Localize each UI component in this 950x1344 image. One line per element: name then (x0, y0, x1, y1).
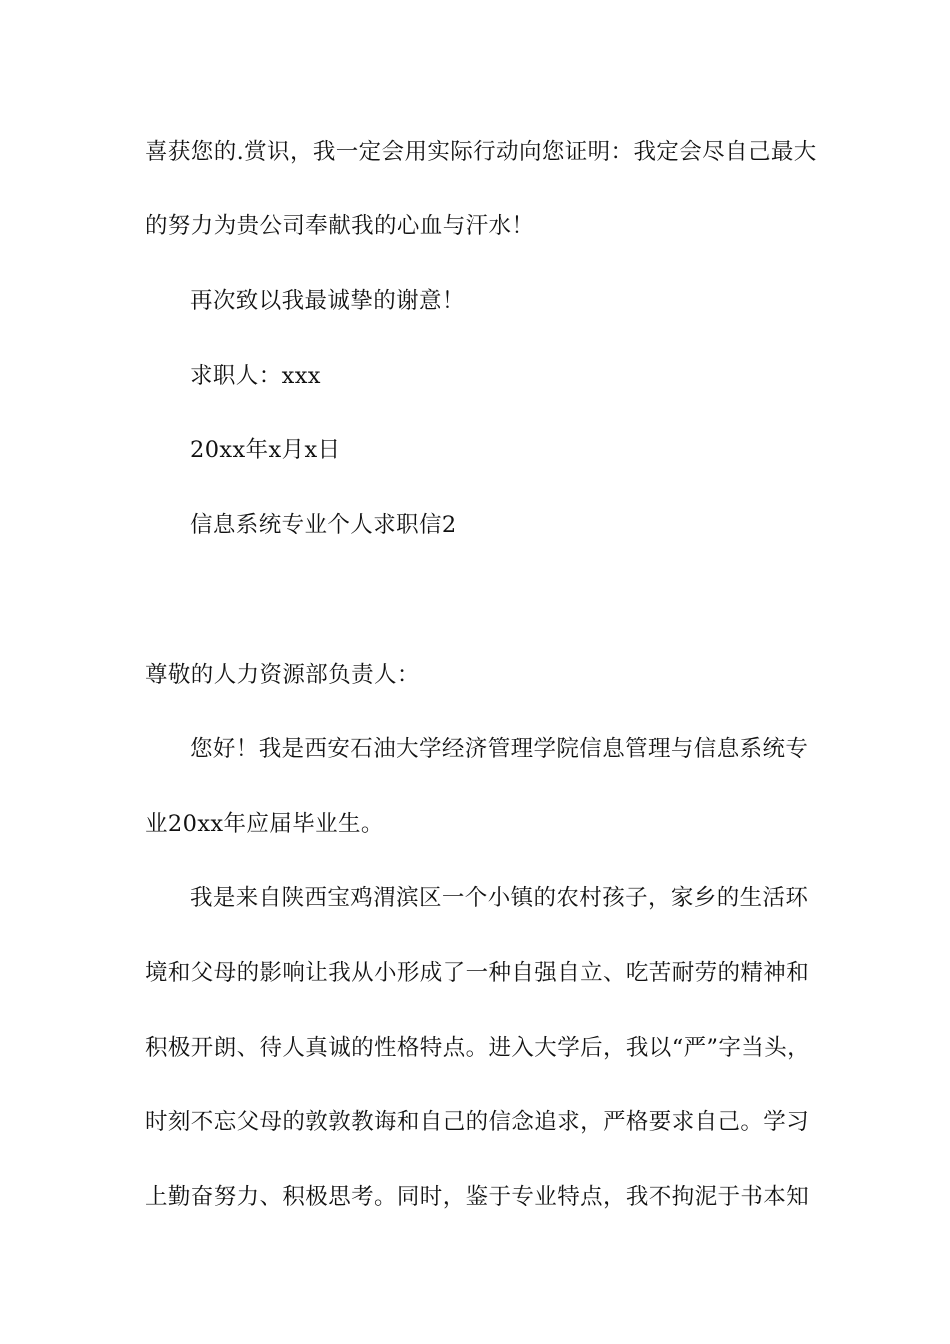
text-line: 的努力为贵公司奉献我的心血与汗水！ (145, 213, 535, 239)
text-line: 境和父母的影响让我从小形成了一种自强自立、吃苦耐劳的精神和 (145, 960, 810, 986)
text-line: 上勤奋努力、积极思考。同时，鉴于专业特点，我不拘泥于书本知 (145, 1184, 810, 1210)
text-line: 积极开朗、待人真诚的性格特点。进入大学后，我以“严”字当头， (145, 1035, 811, 1061)
date-line: 20xx年x月x日 (190, 437, 341, 463)
signature-line: 求职人：xxx (190, 363, 321, 389)
text-line: 喜获您的.赏识，我一定会用实际行动向您证明：我定会尽自己最大 (145, 139, 817, 165)
salutation: 尊敬的人力资源部负责人： (145, 662, 420, 688)
text-line: 我是来自陕西宝鸡渭滨区一个小镇的农村孩子，家乡的生活环 (190, 885, 809, 911)
text-line: 您好！我是西安石油大学经济管理学院信息管理与信息系统专 (190, 736, 809, 762)
text-line: 时刻不忘父母的敦敦教诲和自己的信念追求，严格要求自己。学习 (145, 1109, 810, 1135)
text-line: 再次致以我最诚挚的谢意！ (190, 288, 465, 314)
text-line: 业20xx年应届毕业生。 (145, 811, 384, 837)
section-title: 信息系统专业个人求职信2 (190, 512, 457, 538)
